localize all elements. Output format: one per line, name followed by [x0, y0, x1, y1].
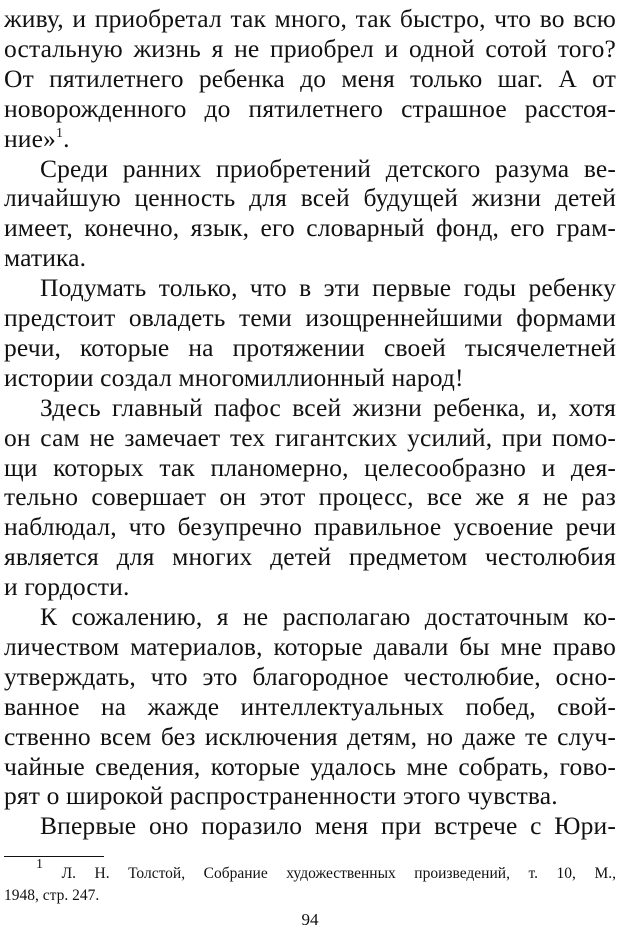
text-line: наблюдал, что безупречно правильное усвоение речи — [4, 512, 616, 541]
text-line: чайные сведения, которые удалось мне собрать, гово- — [4, 752, 616, 781]
text-line: остальную жизнь я не приобрел и одной сотой того? — [4, 34, 616, 63]
footnote-marker: 1 — [36, 857, 43, 872]
text-line: ние»$^1$. — [4, 124, 70, 153]
text-line: Здесь главный пафос всей жизни ребенка, и, хотя — [40, 393, 616, 422]
text-line: истории создал многомиллионный народ! — [4, 363, 464, 392]
text-line: речи, которые на протяжении своей тысячелетней — [4, 333, 616, 362]
text-line: личайшую ценность для всей будущей жизни детей — [4, 183, 616, 212]
text-line: он сам не замечает тех гигантских усилий, при помо- — [4, 423, 616, 452]
text-line: имеет, конечно, язык, его словарный фонд, его грам- — [4, 213, 616, 242]
text-line: Подумать только, что в эти первые годы ребенку — [40, 273, 616, 302]
text-line: Среди ранних приобретений детского разума ве- — [40, 154, 616, 183]
text-line: личеством материалов, которые давали бы мне право — [4, 632, 616, 661]
text-line: От пятилетнего ребенка до меня только шаг. А от — [4, 64, 616, 93]
text-line: рят о широкой распространенности этого чувства. — [4, 781, 558, 810]
text-line: тельно совершает он этот процесс, все же я не раз — [4, 482, 616, 511]
text-line: является для многих детей предметом честолюбия — [4, 542, 616, 571]
footnote-line — [36, 857, 617, 886]
text-line: Впервые оно поразило меня при встрече с Юри- — [40, 811, 616, 840]
footnote-text: Л. Н. Толстой, Собрание художественных произведений, т. 10, М., — [61, 865, 617, 882]
text-line: матика. — [4, 243, 87, 272]
text-line: и гордости. — [4, 572, 130, 601]
text-line: щи которых так планомерно, целесообразно и дея- — [4, 453, 616, 482]
footnote-rule — [4, 856, 104, 857]
page-number: 94 — [301, 910, 319, 929]
text-line: К сожалению, я не располагаю достаточным ко- — [40, 602, 616, 631]
text-line: живу, и приобретал так много, так быстро, что во всю — [4, 4, 616, 33]
text-line: ственно всем без исключения детям, но даже те случ- — [4, 722, 616, 751]
text-line: утверждать, что это благородное честолюбие, осно- — [4, 662, 616, 691]
text-line: новорожденного до пятилетнего страшное расстоя- — [4, 94, 616, 123]
footnote-ref: 1 — [55, 126, 64, 141]
text-line: предстоит овладеть теми изощреннейшими формами — [4, 303, 616, 332]
footnote-line: 1948, стр. 247. — [4, 887, 100, 904]
text-line: ванное на жажде интеллектуальных побед, свой- — [4, 692, 616, 721]
